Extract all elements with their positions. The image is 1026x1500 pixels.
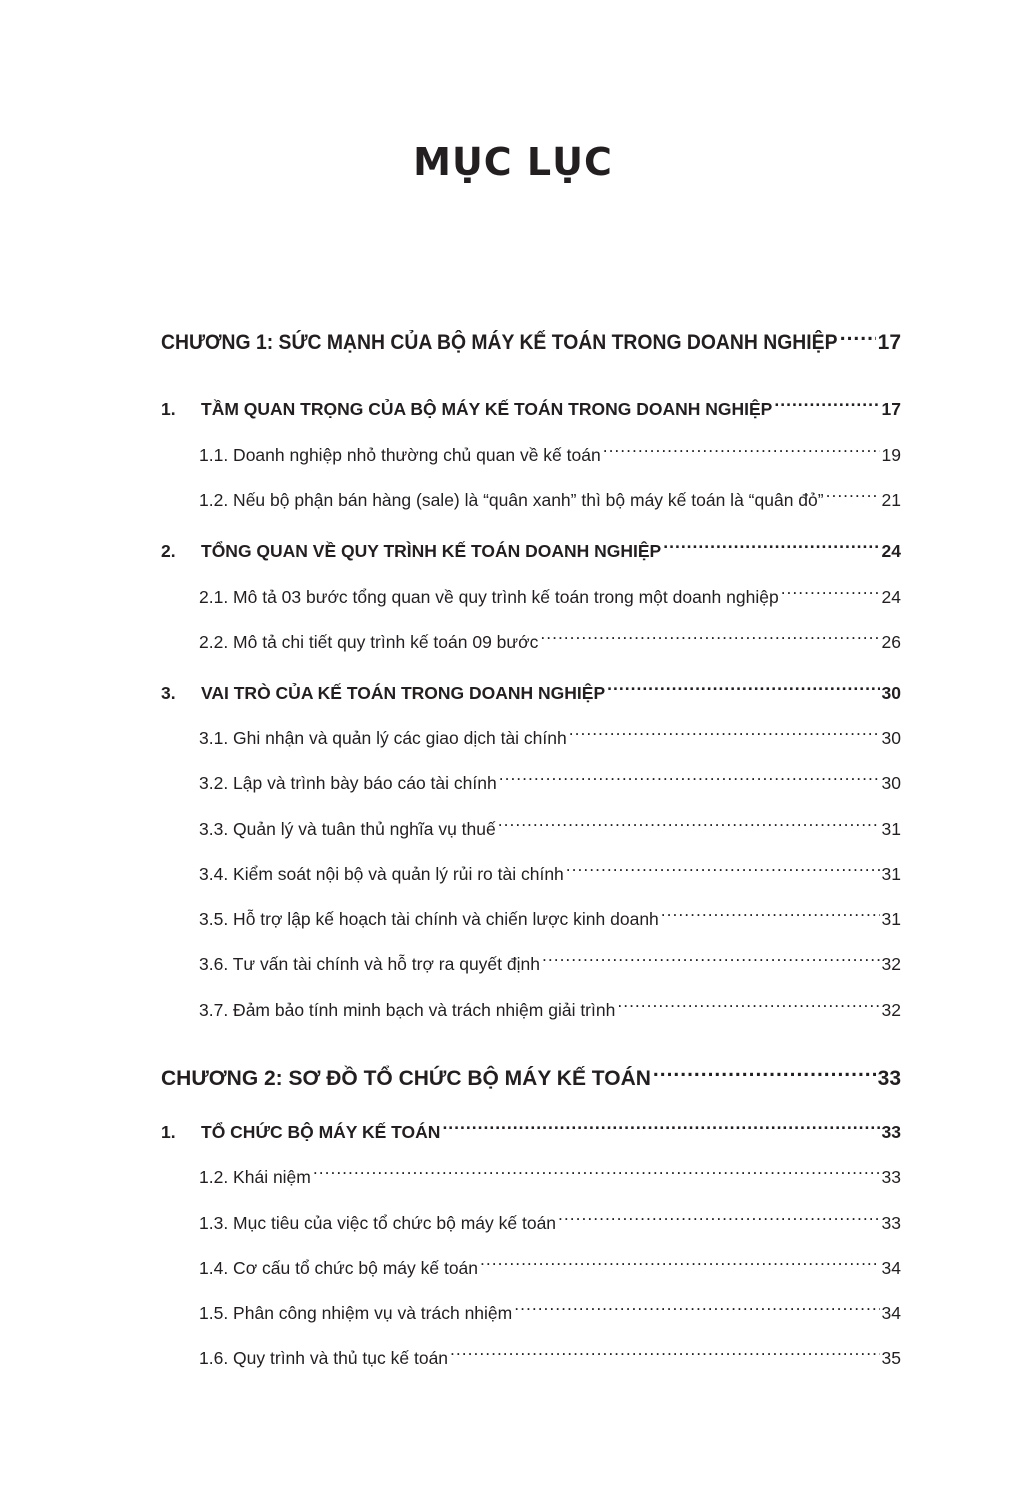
dot-leader <box>313 1153 880 1183</box>
dot-leader <box>781 573 880 603</box>
toc-entry-label: 3.6. Tư vấn tài chính và hỗ trợ ra quyết định <box>199 954 540 974</box>
toc-section-1-3[interactable] <box>161 669 901 703</box>
toc-subsection-1-3-1[interactable] <box>199 714 901 748</box>
toc-section-number: 1. <box>161 1122 176 1142</box>
dot-leader <box>558 1199 879 1229</box>
toc-page-number: 24 <box>881 541 901 561</box>
dot-leader <box>774 385 879 415</box>
page-title: MỤC LỤC <box>413 140 613 184</box>
toc-subsection-1-3-6[interactable] <box>199 940 901 974</box>
dot-leader <box>663 527 879 557</box>
toc-subsection-2-1-2[interactable] <box>199 1153 901 1187</box>
toc-section-number: 2. <box>161 541 176 561</box>
toc-section-1-2[interactable] <box>161 527 901 561</box>
toc-entry-label: CHƯƠNG 2: SƠ ĐỒ TỔ CHỨC BỘ MÁY KẾ TOÁN <box>161 1067 651 1090</box>
toc-page-number: 19 <box>881 445 901 465</box>
toc-page-number: 26 <box>881 632 901 652</box>
toc-entry-label: 3.4. Kiểm soát nội bộ và quản lý rủi ro tài chính <box>199 864 564 884</box>
toc-entry-label: CHƯƠNG 1: SỨC MẠNH CỦA BỘ MÁY KẾ TOÁN TRONG DOANH NGHIỆP <box>161 331 838 354</box>
dot-leader <box>442 1108 879 1138</box>
toc-page-number: 30 <box>881 773 901 793</box>
toc-page-number: 30 <box>881 728 901 748</box>
toc-entry-label: TỔ CHỨC BỘ MÁY KẾ TOÁN <box>201 1122 441 1142</box>
toc-subsection-1-1-2[interactable] <box>199 476 901 510</box>
toc-page-number: 31 <box>881 909 901 929</box>
toc-subsection-2-1-4[interactable] <box>199 1244 901 1278</box>
toc-subsection-1-3-5[interactable] <box>199 895 901 929</box>
toc-page-number: 33 <box>881 1122 901 1142</box>
dot-leader <box>566 850 880 880</box>
dot-leader <box>480 1244 880 1274</box>
toc-subsection-1-2-2[interactable] <box>199 618 901 652</box>
toc-subsection-1-3-4[interactable] <box>199 850 901 884</box>
toc-entry-label: 3.5. Hỗ trợ lập kế hoạch tài chính và chiến lược kinh doanh <box>199 909 659 929</box>
dot-leader <box>826 476 880 506</box>
toc-entry-label: 1.1. Doanh nghiệp nhỏ thường chủ quan về kế toán <box>199 445 601 465</box>
toc-page-number: 31 <box>881 864 901 884</box>
toc-chapter-1[interactable] <box>161 319 901 354</box>
toc-subsection-1-2-1[interactable] <box>199 573 901 607</box>
toc-subsection-1-3-7[interactable] <box>199 986 901 1020</box>
toc-subsection-1-3-2[interactable] <box>199 759 901 793</box>
toc-page-number: 32 <box>881 954 901 974</box>
dot-leader <box>569 714 880 744</box>
toc-entry-label: 3.1. Ghi nhận và quản lý các giao dịch tài chính <box>199 728 567 748</box>
dot-leader <box>542 940 880 970</box>
dot-leader <box>607 669 879 699</box>
toc-section-2-1[interactable] <box>161 1108 901 1142</box>
toc-page-number: 31 <box>881 819 901 839</box>
toc-subsection-2-1-3[interactable] <box>199 1199 901 1233</box>
toc-entry-label: 3.7. Đảm bảo tính minh bạch và trách nhiệm giải trình <box>199 1000 616 1020</box>
toc-entry-label: 3.3. Quản lý và tuân thủ nghĩa vụ thuế <box>199 819 496 839</box>
dot-leader <box>514 1289 879 1319</box>
toc-section-1-1[interactable] <box>161 385 901 419</box>
toc-entry-label: 1.4. Cơ cấu tổ chức bộ máy kế toán <box>199 1258 479 1278</box>
toc-page-number: 30 <box>881 683 901 703</box>
toc-entry-label: TỔNG QUAN VỀ QUY TRÌNH KẾ TOÁN DOANH NGHIỆP <box>201 541 662 561</box>
toc-entry-label: 2.2. Mô tả chi tiết quy trình kế toán 09 bước <box>199 632 539 652</box>
dot-leader <box>661 895 880 925</box>
toc-entry-label: TẦM QUAN TRỌNG CỦA BỘ MÁY KẾ TOÁN TRONG DOANH NGHIỆP <box>201 399 773 419</box>
dot-leader <box>617 986 879 1016</box>
dot-leader <box>498 805 880 835</box>
toc-subsection-1-3-3[interactable] <box>199 805 901 839</box>
toc-page-number: 33 <box>881 1213 901 1233</box>
toc-page-number: 33 <box>877 1067 901 1090</box>
toc-chapter-2[interactable] <box>161 1055 901 1090</box>
dot-leader <box>603 431 880 461</box>
toc-subsection-2-1-6[interactable] <box>199 1334 901 1368</box>
toc-page-number: 24 <box>881 587 901 607</box>
dot-leader <box>540 618 879 648</box>
toc-entry-label: 3.2. Lập và trình bày báo cáo tài chính <box>199 773 497 793</box>
toc-page-number: 34 <box>881 1258 901 1278</box>
dot-leader <box>499 759 880 789</box>
toc-subsection-2-1-5[interactable] <box>199 1289 901 1323</box>
toc-entry-label: 1.2. Khái niệm <box>199 1167 311 1187</box>
toc-entry-label: 1.3. Mục tiêu của việc tổ chức bộ máy kế toán <box>199 1213 557 1233</box>
toc-page-number: 17 <box>881 399 901 419</box>
toc-entry-label: 2.1. Mô tả 03 bước tổng quan về quy trình kế toán trong một doanh nghiệp <box>199 587 779 607</box>
toc-subsection-1-1-1[interactable] <box>199 431 901 465</box>
dot-leader <box>653 1055 876 1085</box>
toc-entry-label: 1.5. Phân công nhiệm vụ và trách nhiệm <box>199 1303 513 1323</box>
toc-page-number: 33 <box>881 1167 901 1187</box>
toc-section-number: 1. <box>161 399 176 419</box>
toc-page-number: 34 <box>881 1303 901 1323</box>
toc-section-number: 3. <box>161 683 176 703</box>
toc-entry-label: VAI TRÒ CỦA KẾ TOÁN TRONG DOANH NGHIỆP <box>201 683 606 703</box>
toc-page-number: 35 <box>881 1348 901 1368</box>
toc-entry-label: 1.2. Nếu bộ phận bán hàng (sale) là “quân xanh” thì bộ máy kế toán là “quân đỏ” <box>199 490 824 510</box>
toc-page-number: 32 <box>881 1000 901 1020</box>
toc-entry-label: 1.6. Quy trình và thủ tục kế toán <box>199 1348 449 1368</box>
dot-leader <box>450 1334 879 1364</box>
toc-page-number: 17 <box>877 331 901 354</box>
dot-leader <box>840 319 876 349</box>
toc-page-number: 21 <box>881 490 901 510</box>
